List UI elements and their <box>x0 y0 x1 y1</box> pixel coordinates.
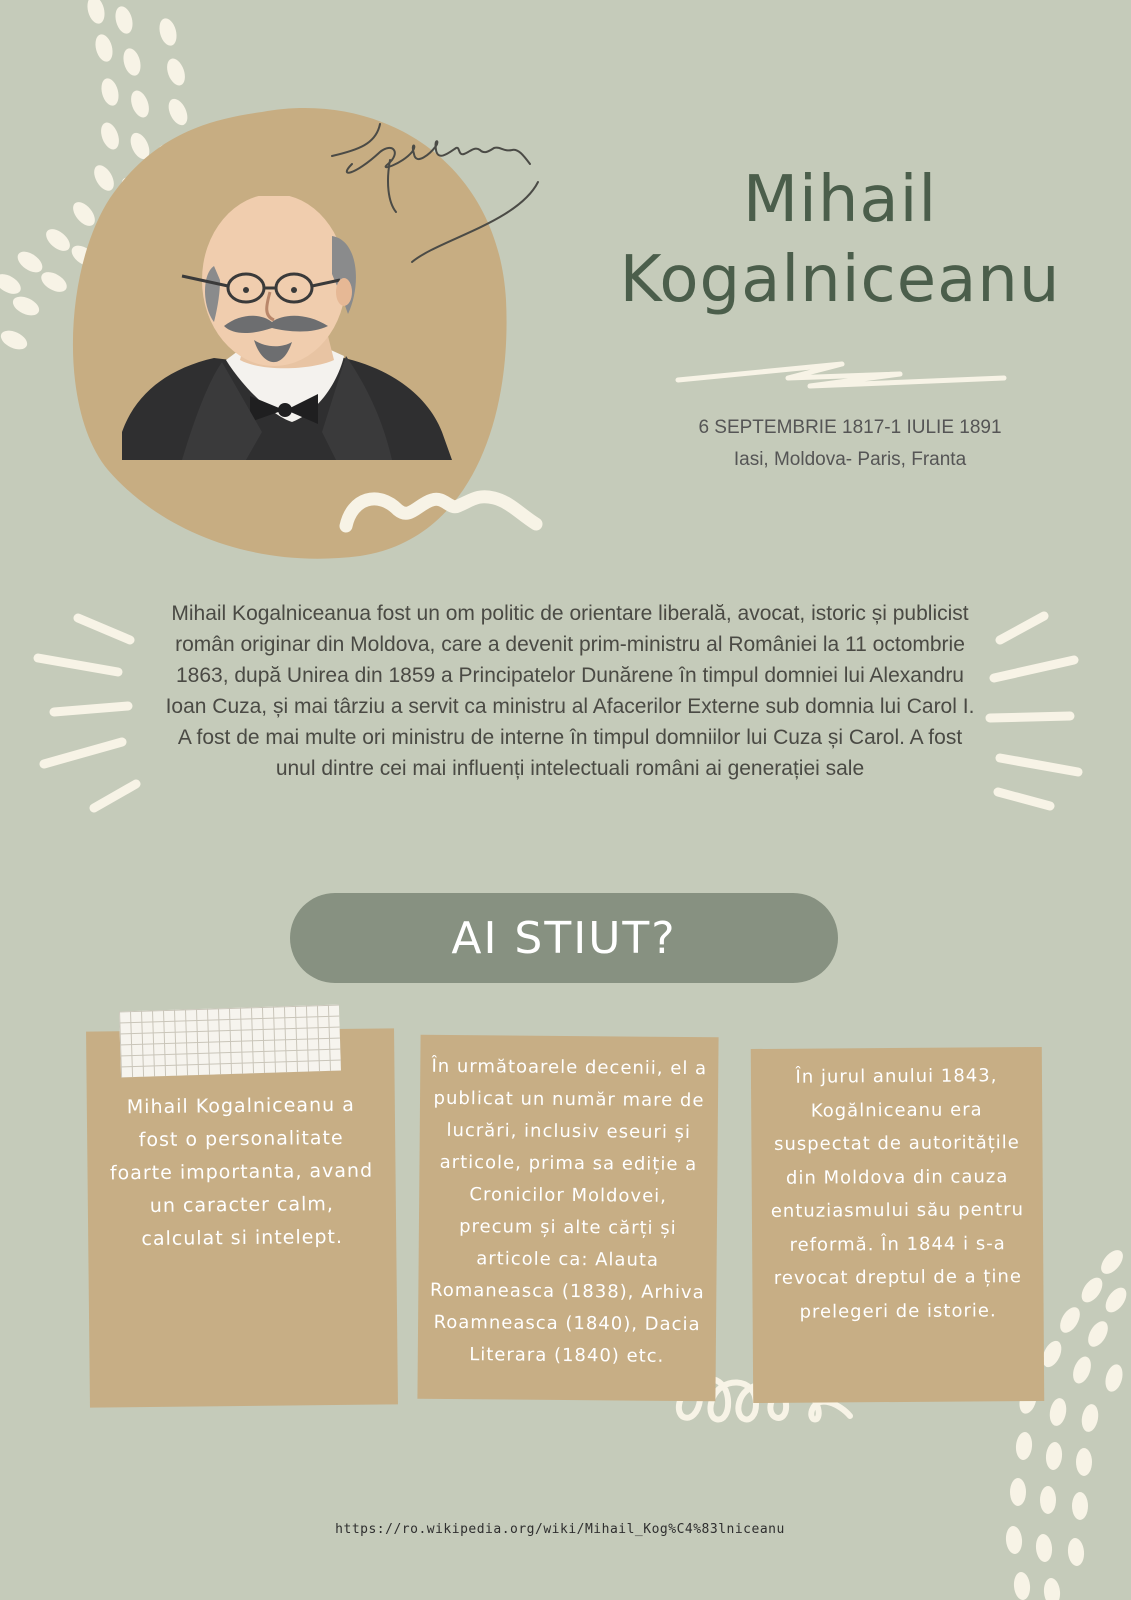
portrait-illustration <box>122 196 452 460</box>
fact-card-1 <box>86 1028 398 1407</box>
life-dates <box>640 412 1060 476</box>
did-you-know-heading <box>290 893 838 983</box>
fact-card-3 <box>751 1047 1044 1403</box>
did-you-know-label: AI STIUT? <box>451 912 677 964</box>
fact-card-text: Mihail Kogalniceanu a fost o personalitate foarte importanta, avand un caracter calm, calculat si intelept. <box>109 1093 374 1251</box>
burst-lines-right <box>990 616 1078 806</box>
washi-tape <box>119 1005 341 1078</box>
fact-card-2 <box>417 1035 718 1402</box>
birth-death-places: Iasi, Moldova- Paris, Franta <box>733 449 967 470</box>
biography-paragraph: Mihail Kogalniceanua fost un om politic de orientare liberală, avocat, istoric și publicist român originar din Moldova, care a devenit prim-ministru al României la 11 octombrie 1863, după Unirea din 1859 a Principatelor Dunărene în timpul domniei lui Alexandru Ioan Cuza, și mai târziu a servit ca ministru al Afacerilor Externe sub domnia lui Carol I. A fost de mai multe ori ministru de interne în timpul domniilor lui Cuza și Carol. A fost unul dintre cei mai influenți intelectuali români ai generației sale <box>165 602 975 780</box>
burst-lines-left <box>38 618 136 808</box>
source-link[interactable]: https://ro.wikipedia.org/wiki/Mihail_Kog%C4%83lniceanu <box>335 1522 785 1537</box>
title-last-name: Kogalniceanu <box>619 243 1061 317</box>
zigzag-divider <box>678 364 1004 386</box>
fact-card-text: În următoarele decenii, el a publicat un număr mare de lucrări, inclusiv eseuri și articole, prima sa ediție a Cronicilor Moldovei, precum și alte cărți și articole ca: Alauta Romaneasca (1838), Arhiva Roamneasca (1840), Dacia Literara (1840) etc. <box>429 1055 708 1367</box>
fact-card-text: În jurul anului 1843, Kogălniceanu era suspectat de autoritățile din Moldova din cauza entuziasmului său pentru reformă. În 1844 i s-a revocat dreptul de a ține prelegeri de istorie. <box>770 1065 1025 1323</box>
title-first-name: Mihail <box>742 163 938 237</box>
page-title <box>600 160 1080 320</box>
birth-death-dates: 6 SEPTEMBRIE 1817-1 IULIE 1891 <box>698 417 1002 438</box>
